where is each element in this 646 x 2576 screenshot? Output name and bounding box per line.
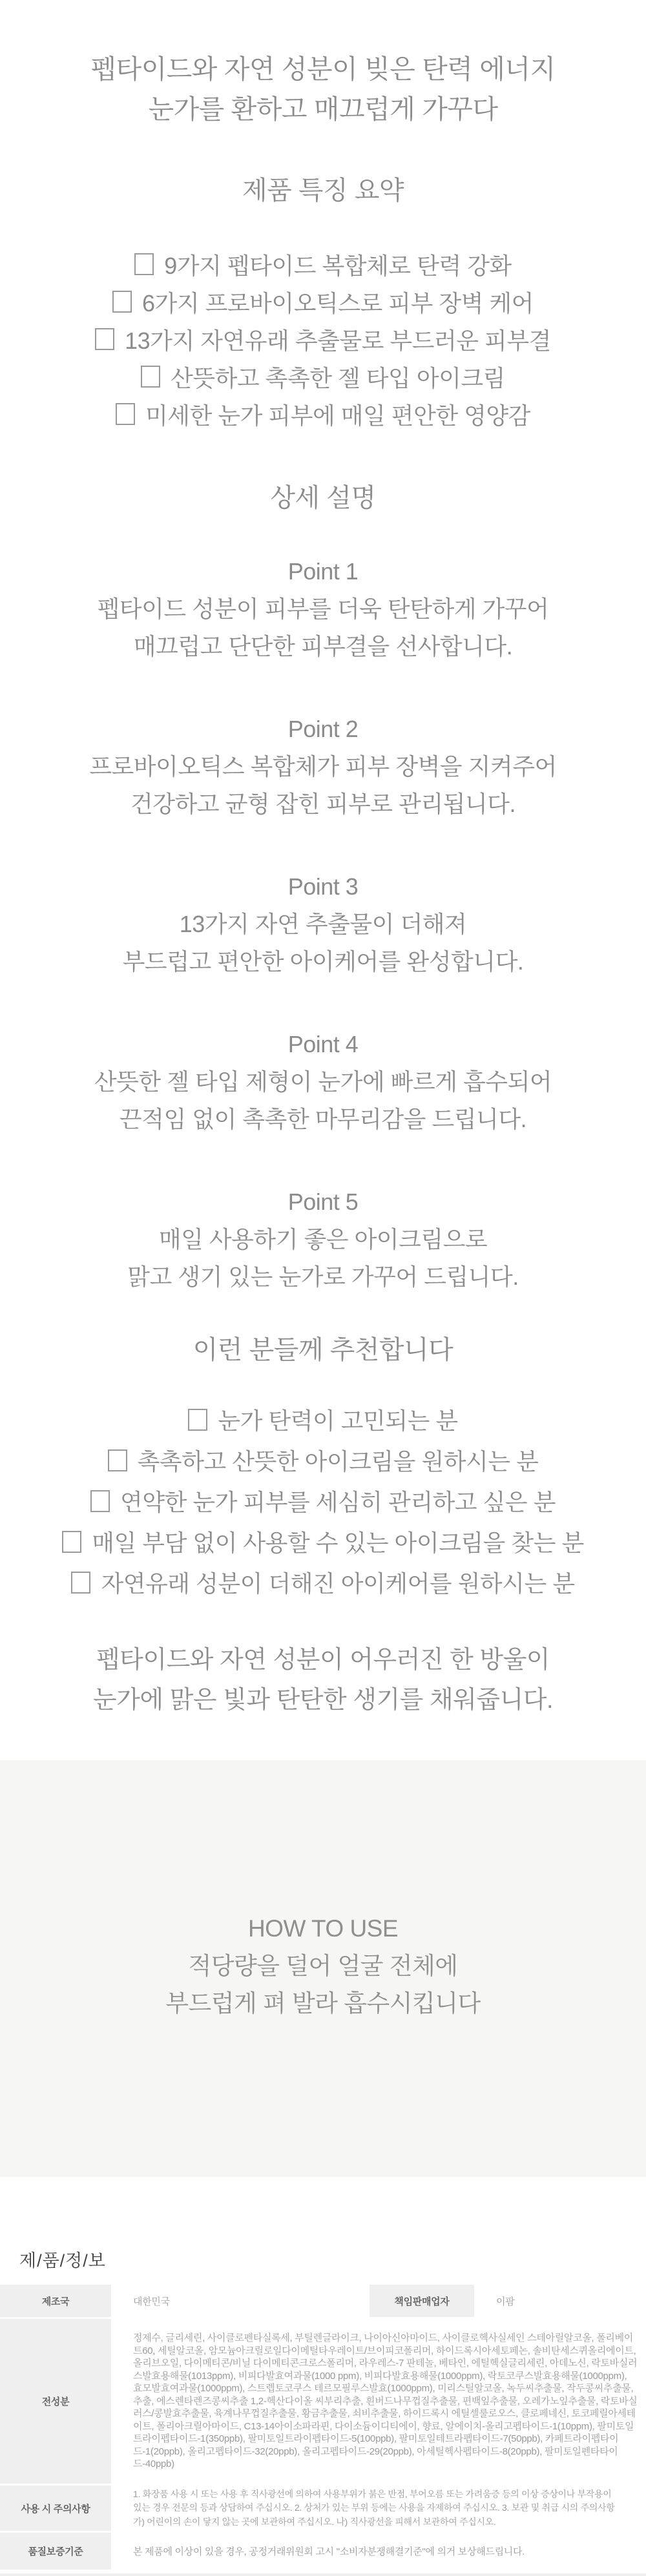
hero-copy — [0, 0, 646, 129]
how-to-use-copy — [0, 1760, 646, 2022]
checkbox-square-icon — [90, 1490, 110, 1512]
table-row — [0, 2533, 646, 2570]
point-block-5 — [0, 1183, 646, 1296]
table-row — [0, 2319, 646, 2484]
list-item — [0, 1480, 646, 1521]
recommend-label: 연약한 눈가 피부를 세심히 관리하고 싶은 분 — [120, 1489, 556, 1515]
checkbox-square-icon — [62, 1531, 81, 1553]
point-text: 매끄럽고 단단한 피부결을 선사합니다. — [133, 633, 513, 660]
country-label-cell: 제조국 — [0, 2285, 111, 2317]
seller-label-cell: 책임판매업자 — [370, 2285, 474, 2317]
point-label: Point 3 — [287, 873, 359, 900]
list-item — [0, 358, 646, 395]
feature-label: 산뜻하고 촉촉한 젤 타입 아이크림 — [171, 364, 505, 391]
point-label: Point 1 — [287, 558, 359, 585]
checkbox-square-icon — [71, 1572, 90, 1594]
how-to-use-section — [0, 1760, 646, 2177]
list-item — [0, 245, 646, 283]
checkbox-square-icon — [108, 1449, 127, 1471]
point-label: Point 4 — [287, 1031, 359, 1057]
hero-line-2: 눈가를 환하고 매끄럽게 가꾸다 — [148, 94, 498, 124]
checkbox-square-icon — [112, 291, 132, 313]
point-text: 건강하고 균형 잡힌 피부로 관리됩니다. — [130, 791, 516, 817]
point-label: Point 2 — [287, 716, 359, 742]
feature-label: 9가지 펩타이드 복합체로 탄력 강화 — [164, 252, 512, 279]
seller-value-cell: 이팜 — [477, 2285, 646, 2317]
point-block-3 — [0, 868, 646, 981]
point-text: 프로바이오틱스 복합체가 피부 장벽을 지켜주어 — [89, 753, 557, 780]
closing-line-1: 펩타이드와 자연 성분이 어우러진 한 방울이 — [96, 1646, 550, 1674]
feature-label: 13가지 자연유래 추출물로 부드러운 피부결 — [125, 327, 551, 354]
recommend-list — [0, 1399, 646, 1603]
caution-label-cell: 사용 시 주의사항 — [0, 2486, 111, 2531]
point-text: 끈적임 없이 촉촉한 마무리감을 드립니다. — [119, 1106, 527, 1132]
point-block-2 — [0, 711, 646, 823]
product-info-section — [0, 2177, 646, 2576]
table-row — [0, 2285, 646, 2317]
warranty-value-cell: 본 제품에 이상이 있을 경우, 공정거래위원회 고시 "소비자분쟁해결기준"에 의거 보상해드립니다. — [114, 2533, 646, 2570]
recommend-label: 촉촉하고 산뜻한 아이크림을 원하시는 분 — [137, 1448, 539, 1475]
features-heading: 제품 특징 요약 — [242, 176, 404, 205]
checkbox-square-icon — [188, 1409, 207, 1431]
point-block-1 — [0, 553, 646, 665]
recommend-label: 자연유래 성분이 더해진 아이케어를 원하시는 분 — [101, 1570, 575, 1597]
ingredients-value-cell: 정제수, 글리세린, 사이클로펜타실록세, 부틸렌글라이크, 나이아신아마이드, 사이클로헥사실세인 스테아릴알코올, 폴리베이트60, 세틸알코올, 암모늄아크릴로일다이메틸타우레이트/브이피코폴리머, 하이드록시아세토페논, 솔비탄세스퀴올리에이트, 올리브오일, 다이메티콘/비닐 다이메티콘크로스폴리머, 라우레스-7 판테놀, 베타인, 에틸헥실글리세린, 아데노신, 락토바실러스발효용해물(1013ppm), 비피다발효여과물(1000 ppm), 비피다발효용해물(1000ppm), 락토코쿠스발효용해물(1000ppm), 효모발효여과물(1000ppm), 스트렙토코쿠스 테르모필루스발효(1000ppm), 미리스틸알코올, 녹두씨추출물, 작두콩씨추출물, 추출, 에스렌타렌즈콩씨추출 1,2-헥산다이올 씨부리추출, 흰버드나무껍질추출물, 편백잎추출물, 오레가노잎추출물, 락토바실러스/콩발효추출물, 육계나무껍질추출물, 황금추출물, 쇠비추출물, 하이드록시 에틸셀룰로오스, 클로페네신, 토코페릴아세테이트, 폴리아크릴아마이드, C13-14아이소파라핀, 다이소듐이디티에이, 향료, 알에이치-올리고펩타이드-1(10ppm), 팔미토일트라이펩타이드-1(350ppb), 팔미토일트라이펩타이드-5(100ppb), 팔미토일테트라펩타이드-7(50ppb), 카페트라이펩타이드-1(20ppb), 올리고펩타이드-32(20ppb), 올리고펩타이드-29(20ppb), 아세틸헥사펩타이드-8(20ppb), 팔미토일펜타타이드-40ppb) — [114, 2319, 646, 2484]
ingredients-label-cell: 전성분 — [0, 2319, 111, 2484]
point-label: Point 5 — [287, 1189, 359, 1215]
product-info-title: 제/품/정/보 — [19, 2251, 106, 2270]
point-block-4 — [0, 1026, 646, 1138]
feature-label: 6가지 프로바이오틱스로 피부 장벽 케어 — [142, 289, 534, 317]
recommend-heading: 이런 분들께 추천합니다 — [193, 1336, 453, 1364]
recommend-label: 눈가 탄력이 고민되는 분 — [218, 1407, 458, 1434]
checkbox-square-icon — [116, 403, 135, 425]
feature-list — [0, 245, 646, 433]
point-text: 펩타이드 성분이 피부를 더욱 탄탄하게 가꾸어 — [97, 596, 549, 622]
hero-line-1: 펩타이드와 자연 성분이 빚은 탄력 에너지 — [90, 54, 556, 84]
how-to-use-heading: HOW TO USE — [247, 1915, 399, 1942]
caution-value-cell: 1. 화장품 사용 시 또는 사용 후 직사광선에 의하여 사용부위가 붉은 반점, 부어오름 또는 가려움증 등의 이상 증상이나 부작용이 있는 경우 전문의 등과 상담하여 주십시오. 2. 상처가 있는 부위 등에는 사용을 자제하여 주십시오. 3. 보관 및 취급 시의 주의사항 가) 어린이의 손이 닿지 않는 곳에 보관하여 주십시오. 나) 직사광선을 피해서 보관하여 주십시오. — [114, 2486, 646, 2531]
list-item — [0, 1562, 646, 1603]
list-item — [0, 1399, 646, 1440]
how-to-use-line-1: 적당량을 덜어 얼굴 전체에 — [188, 1953, 458, 1979]
feature-label: 미세한 눈가 피부에 매일 편안한 영양감 — [145, 402, 530, 429]
list-item — [0, 283, 646, 320]
product-info-table — [0, 2285, 646, 2576]
table-bottom-strip — [0, 2573, 646, 2576]
how-to-use-line-2: 부드럽게 펴 발라 흡수시킵니다 — [165, 1990, 481, 2017]
table-row — [0, 2486, 646, 2531]
point-text: 매일 사용하기 좋은 아이크림으로 — [158, 1226, 488, 1252]
warranty-label-cell: 품질보증기준 — [0, 2533, 111, 2570]
details-heading: 상세 설명 — [270, 484, 376, 512]
closing-line-2: 눈가에 맑은 빛과 탄탄한 생기를 채워줍니다. — [92, 1687, 554, 1714]
list-item — [0, 320, 646, 358]
point-text: 부드럽고 편안한 아이케어를 완성합니다. — [122, 948, 524, 975]
point-text: 산뜻한 젤 타입 제형이 눈가에 빠르게 흡수되어 — [94, 1068, 552, 1095]
point-text: 13가지 자연 추출물이 더해져 — [179, 911, 467, 937]
list-item — [0, 1521, 646, 1562]
country-value-cell: 대한민국 — [114, 2285, 367, 2317]
checkbox-square-icon — [134, 253, 154, 275]
list-item — [0, 395, 646, 433]
recommend-label: 매일 부담 없이 사용할 수 있는 아이크림을 찾는 분 — [92, 1530, 584, 1556]
closing-copy — [0, 1640, 646, 1720]
list-item — [0, 1440, 646, 1480]
point-text: 맑고 생기 있는 눈가로 가꾸어 드립니다. — [127, 1263, 519, 1290]
checkbox-square-icon — [95, 328, 114, 350]
checkbox-square-icon — [141, 366, 160, 388]
